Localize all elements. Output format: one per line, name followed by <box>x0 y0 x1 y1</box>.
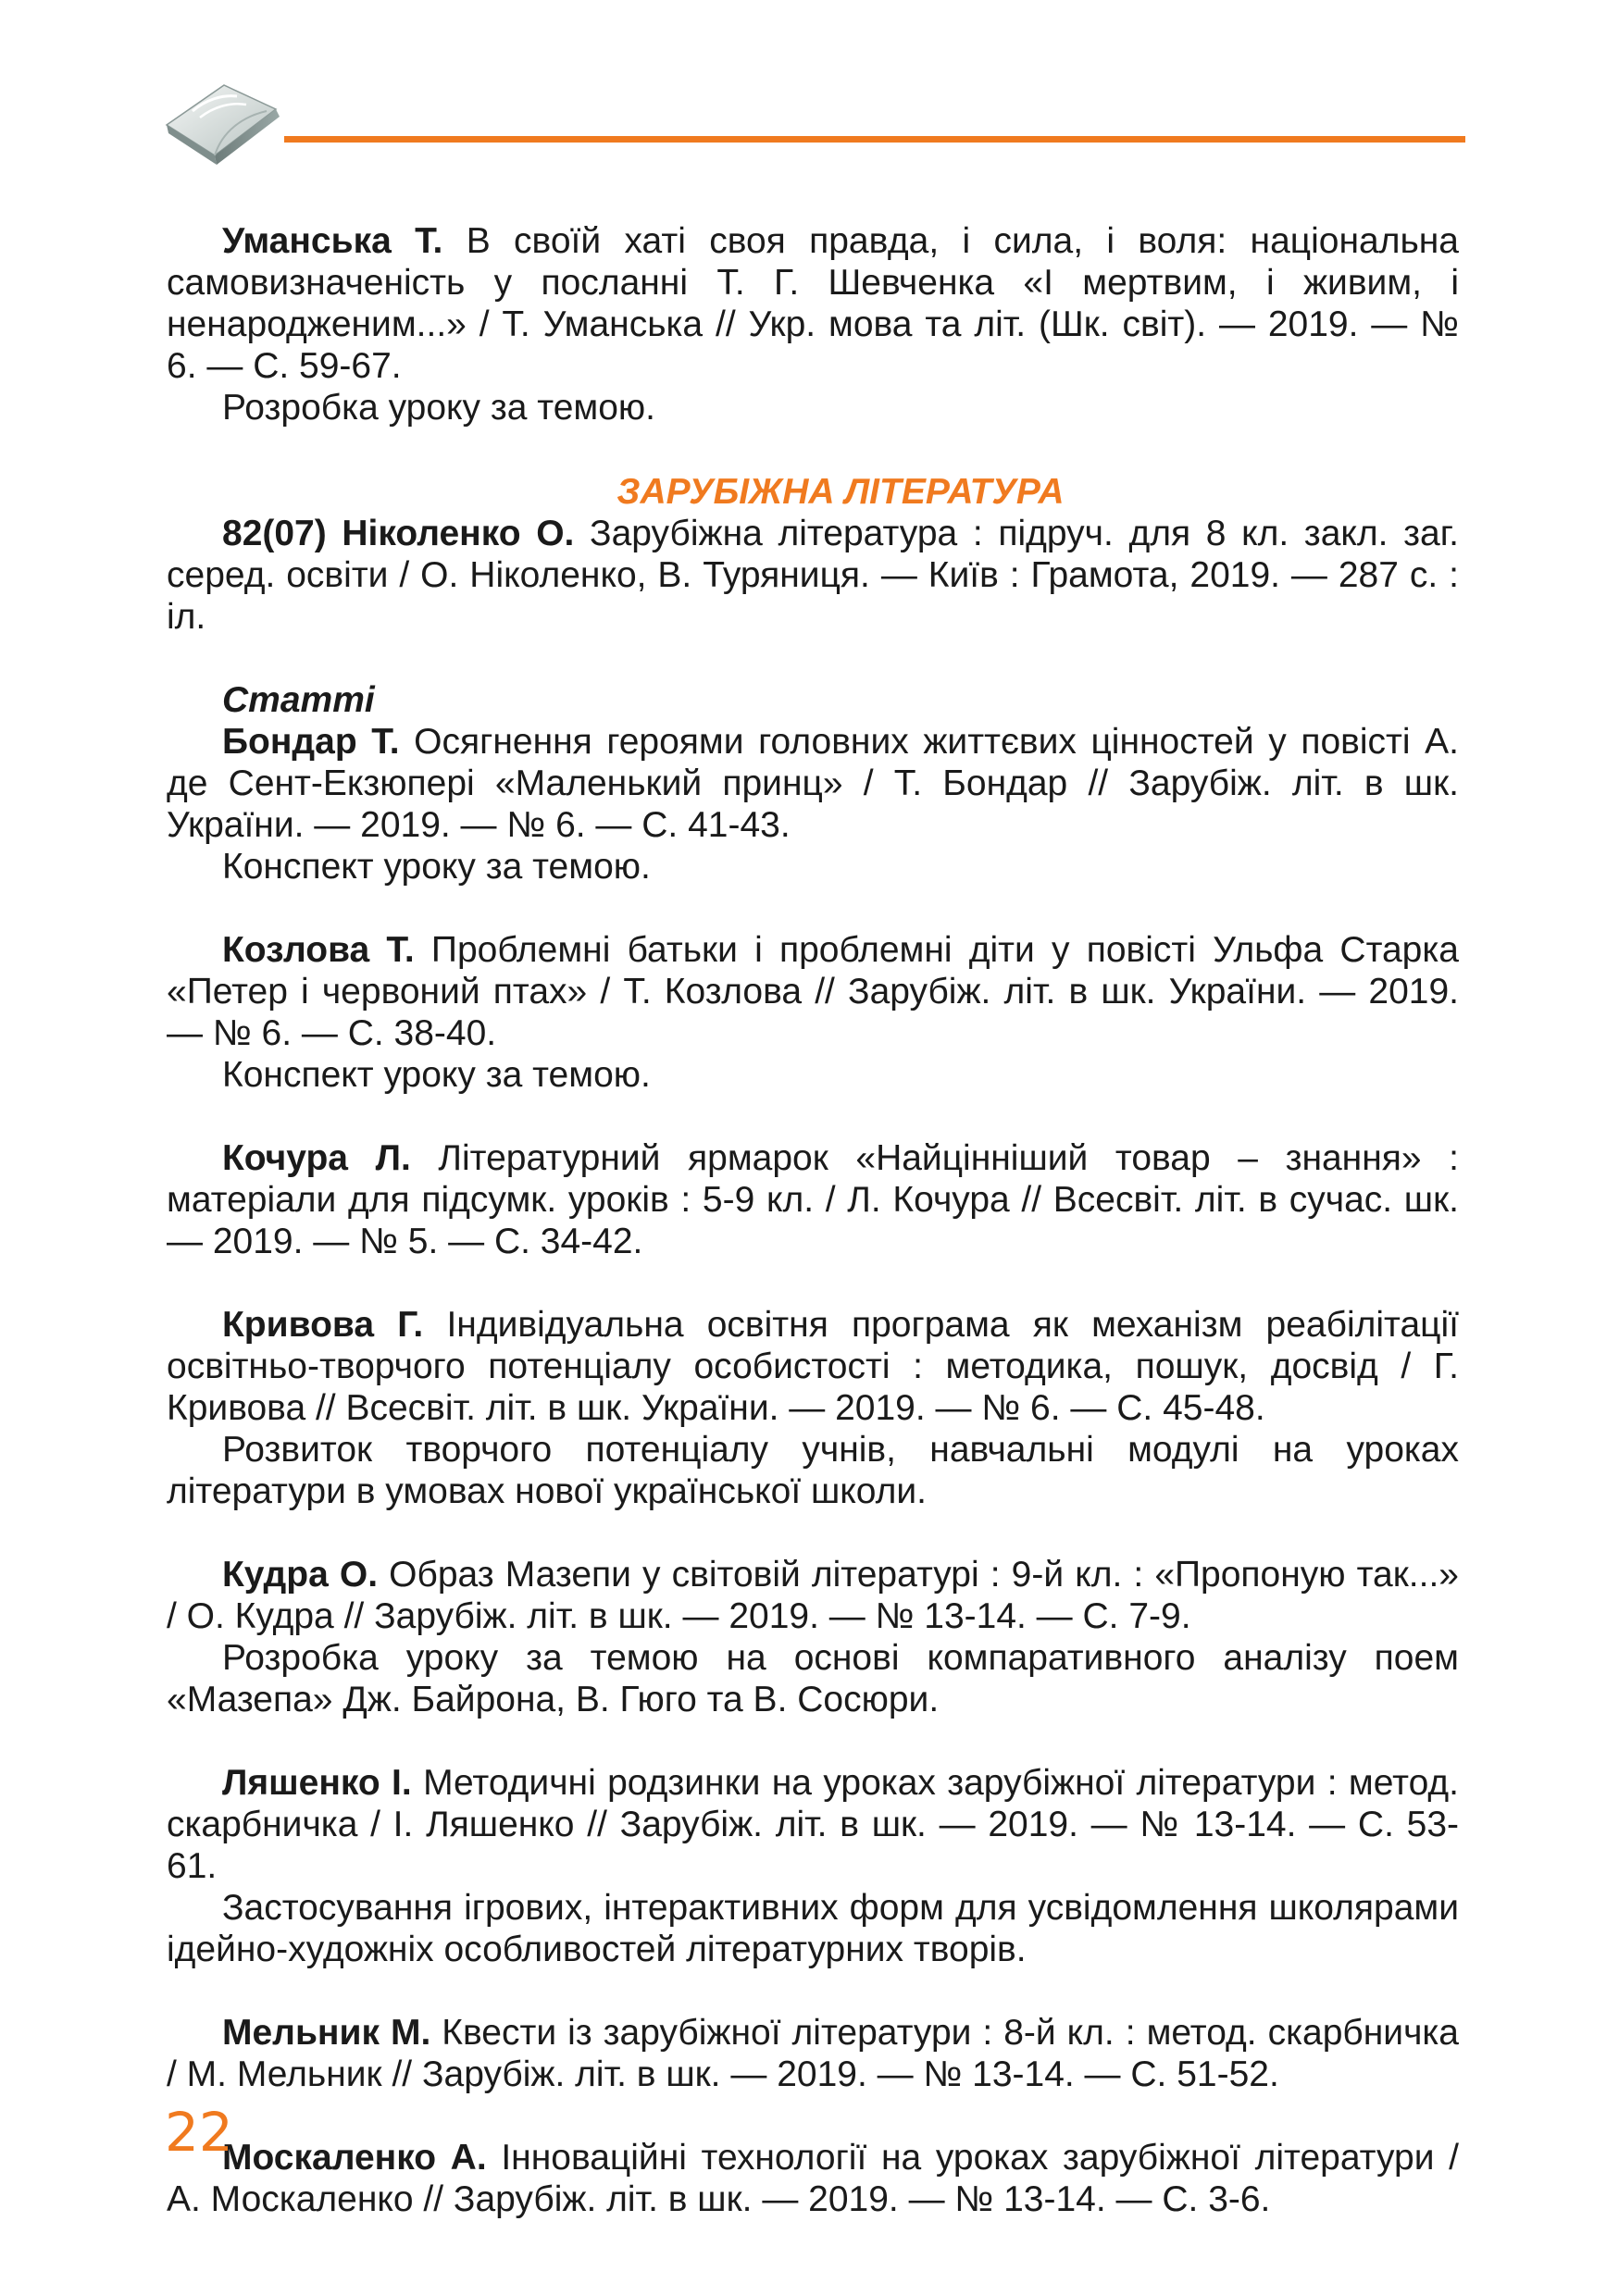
citation-text: Проблемні батьки і проблемні діти у повісті Ульфа Старка «Петер і червоний птах» / Т. Козлова // Зарубіж. літ. в шк. України. — 2019. — № 6. — С. 38-40. <box>167 930 1459 1053</box>
author-name: Ляшенко І. <box>222 1763 412 1803</box>
citation-text: Інноваційні технології на уроках зарубіжної літератури / А. Москаленко // Зарубіж. літ. в шк. — 2019. — № 13-14. — С. 3-6. <box>167 2138 1459 2219</box>
author-name: 82(07) Ніколенко О. <box>222 514 575 553</box>
bibliography-entry <box>167 513 1459 638</box>
author-name: Бондар Т. <box>222 722 400 762</box>
citation-text: Індивідуальна освітня програма як механізм реабілітації освітньо-творчого потенціалу особистості : методика, пошук, досвід / Г. Кривова // Всесвіт. літ. в шк. України. — 2019. — № 6. — С. 45-48. <box>167 1305 1459 1428</box>
annotation: Розвиток творчого потенціалу учнів, навчальні модулі на уроках літератури в умовах нової української школи. <box>167 1430 1459 1511</box>
bibliography-entry <box>167 1137 1459 1262</box>
citation-text: В своїй хаті своя правда, і сила, і воля: національна самовизначеність у посланні Т. Г. Шевченка «І мертвим, і живим, і ненародженим...» / Т. Уманська // Укр. мова та літ. (Шк. світ). — 2019. — № 6. — С. 59-67. <box>167 221 1459 386</box>
bibliography-entry <box>167 1304 1459 1512</box>
author-name: Кривова Г. <box>222 1305 424 1345</box>
page-content <box>167 220 1459 2262</box>
citation-text: Квести із зарубіжної літератури : 8-й кл. : метод. скарбничка / М. Мельник // Зарубіж. літ. в шк. — 2019. — № 13-14. — С. 51-52. <box>167 2013 1459 2094</box>
citation <box>167 2012 1459 2095</box>
annotation: Розробка уроку за темою. <box>222 388 655 428</box>
annotation: Застосування ігрових, інтерактивних форм для усвідомлення школярами ідейно-художніх особливостей літературних творів. <box>167 1888 1459 1969</box>
section-heading: ЗАРУБІЖНА ЛІТЕРАТУРА <box>616 472 1065 512</box>
citation <box>167 220 1459 387</box>
author-name: Уманська Т. <box>222 221 443 261</box>
citation-text: Літературний ярмарок «Найцінніший товар – знання» : матеріали для підсумк. уроків : 5-9 кл. / Л. Кочура // Всесвіт. літ. в сучас. шк. — 2019. — № 5. — С. 34-42. <box>167 1138 1459 1261</box>
citation <box>167 1762 1459 1887</box>
citation-text: Образ Мазепи у світовій літературі : 9-й кл. : «Пропоную так...» / О. Кудра // Зарубіж. літ. в шк. — 2019. — № 13-14. — С. 7-9. <box>167 1555 1459 1636</box>
author-name: Кочура Л. <box>222 1138 411 1178</box>
author-name: Мельник М. <box>222 2013 431 2053</box>
citation <box>167 2137 1459 2220</box>
citation <box>167 513 1459 638</box>
citation <box>167 1304 1459 1429</box>
annotation: Розробка уроку за темою на основі компаративного аналізу поем «Мазепа» Дж. Байрона, В. Гюго та В. Сосюри. <box>167 1638 1459 1719</box>
bibliography-entry <box>167 2137 1459 2220</box>
citation <box>167 721 1459 846</box>
citation <box>167 1137 1459 1262</box>
author-name: Кудра О. <box>222 1555 379 1595</box>
annotation: Конспект уроку за темою. <box>222 847 651 887</box>
bibliography-entry <box>167 1554 1459 1720</box>
bibliography-entry <box>167 929 1459 1096</box>
author-name: Козлова Т. <box>222 930 415 970</box>
citation <box>167 1554 1459 1637</box>
subheading: Статті <box>222 680 375 720</box>
citation-text: Осягнення героями головних життєвих цінностей у повісті А. де Сент-Екзюпері «Маленький принц» / Т. Бондар // Зарубіж. літ. в шк. України. — 2019. — № 6. — С. 41-43. <box>167 722 1459 845</box>
citation <box>167 929 1459 1054</box>
author-name: Москаленко А. <box>222 2138 487 2178</box>
bibliography-entry <box>167 1762 1459 1970</box>
citation-text: Зарубіжна література : підруч. для 8 кл. закл. заг. серед. освіти / О. Ніколенко, В. Туряниця. — Київ : Грамота, 2019. — 287 с. : іл. <box>167 514 1459 637</box>
header-rule <box>284 136 1465 143</box>
bibliography-entry <box>167 721 1459 887</box>
page-number: 22 <box>165 2101 233 2164</box>
open-book-icon <box>157 74 282 171</box>
bibliography-entry <box>167 2012 1459 2095</box>
citation-text: Методичні родзинки на уроках зарубіжної літератури : метод. скарбничка / І. Ляшенко // Зарубіж. літ. в шк. — 2019. — № 13-14. — С. 53-61. <box>167 1763 1459 1886</box>
bibliography-entry <box>167 220 1459 428</box>
annotation: Конспект уроку за темою. <box>222 1055 651 1095</box>
